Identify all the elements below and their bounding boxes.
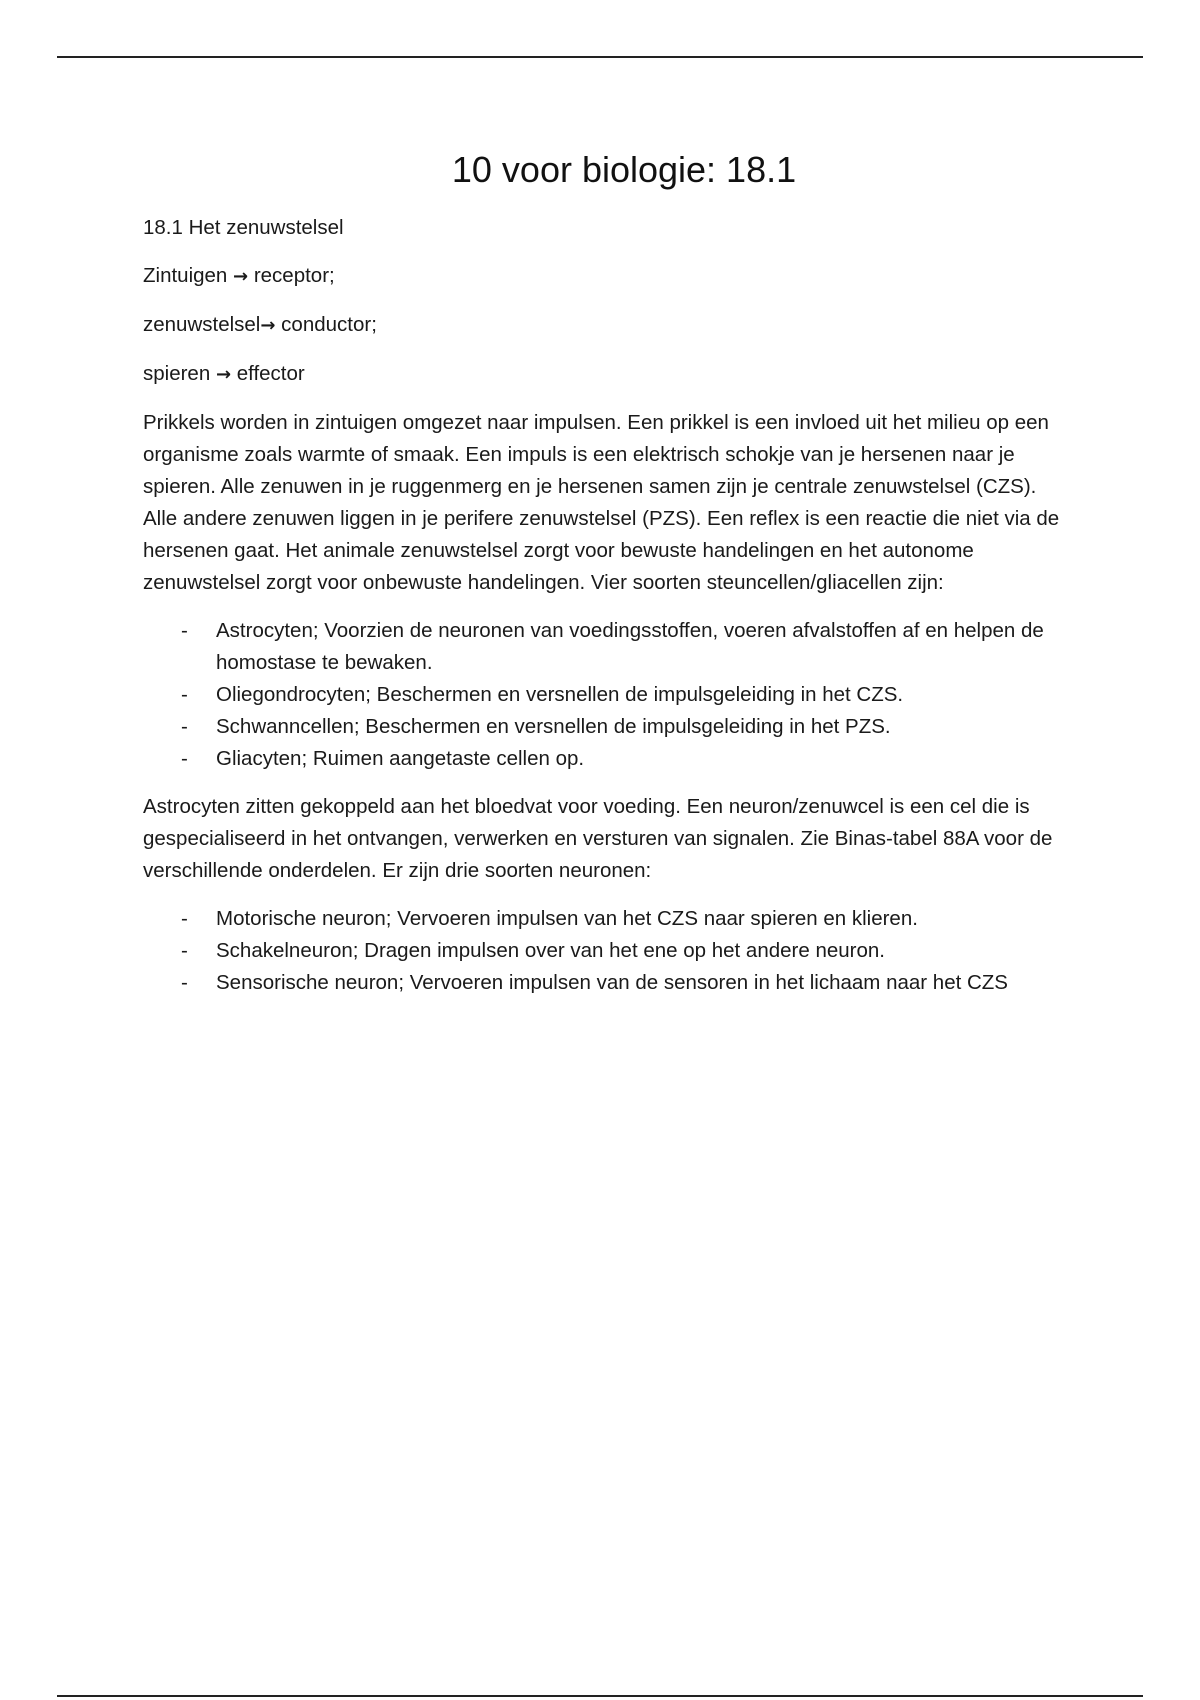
list-marker: - [181, 939, 188, 962]
top-rule [57, 56, 1143, 58]
list-item: - Oliegondrocyten; Beschermen en versnellen de impulsgeleiding in het CZS. [143, 679, 1063, 711]
list-marker: - [181, 683, 188, 706]
list-item: - Astrocyten; Voorzien de neuronen van voedingsstoffen, voeren afvalstoffen af en helpen de homostase te bewaken. [143, 615, 1063, 679]
list-marker: - [181, 907, 188, 930]
list-item: - Schakelneuron; Dragen impulsen over van het ene op het andere neuron. [143, 935, 1063, 967]
glia-cell-list [143, 615, 1063, 775]
paragraph-intro: Prikkels worden in zintuigen omgezet naar impulsen. Een prikkel is een invloed uit het milieu op een organisme zoals warmte of smaak. Een impuls is een elektrisch schokje van je hersenen naar je spieren. Alle zenuwen in je ruggenmerg en je hersenen samen zijn je centrale zenuwstelsel (CZS). Alle andere zenuwen liggen in je perifere zenuwstelsel (PZS). Een reflex is een reactie die niet via de hersenen gaat. Het animale zenuwstelsel zorgt voor bewuste handelingen en het autonome zenuwstelsel zorgt voor onbewuste handelingen. Vier soorten steuncellen/gliacellen zijn: [143, 411, 1060, 594]
arrow-right-icon: → [260, 315, 276, 336]
document-title: 10 voor biologie: 18.1 [451, 149, 797, 190]
section-heading: 18.1 Het zenuwstelsel [143, 216, 344, 239]
paragraph-neurons: Astrocyten zitten gekoppeld aan het bloedvat voor voeding. Een neuron/zenuwcel is een cel die is gespecialiseerd in het ontvangen, verwerken en versturen van signalen. Zie Binas-tabel 88A voor de verschillende onderdelen. Er zijn drie soorten neuronen: [143, 795, 1053, 882]
list-item: - Gliacyten; Ruimen aangetaste cellen op. [143, 743, 1063, 775]
arrow-right-icon: → [233, 266, 249, 287]
bottom-rule [57, 1695, 1143, 1697]
mapping-line: Zintuigen → receptor; [143, 264, 335, 287]
document-body [143, 140, 1063, 1015]
list-marker: - [181, 619, 188, 642]
list-item: - Schwanncellen; Beschermen en versnellen de impulsgeleiding in het PZS. [143, 711, 1063, 743]
neuron-type-list [143, 903, 1063, 999]
mapping-line: spieren → effector [143, 362, 305, 385]
list-marker: - [181, 747, 188, 770]
list-marker: - [181, 715, 188, 738]
list-marker: - [181, 971, 188, 994]
list-item: - Motorische neuron; Vervoeren impulsen van het CZS naar spieren en klieren. [143, 903, 1063, 935]
arrow-right-icon: → [215, 364, 232, 385]
list-item: - Sensorische neuron; Vervoeren impulsen van de sensoren in het lichaam naar het CZS [143, 967, 1063, 999]
mapping-line: zenuwstelsel→ conductor; [143, 313, 377, 336]
